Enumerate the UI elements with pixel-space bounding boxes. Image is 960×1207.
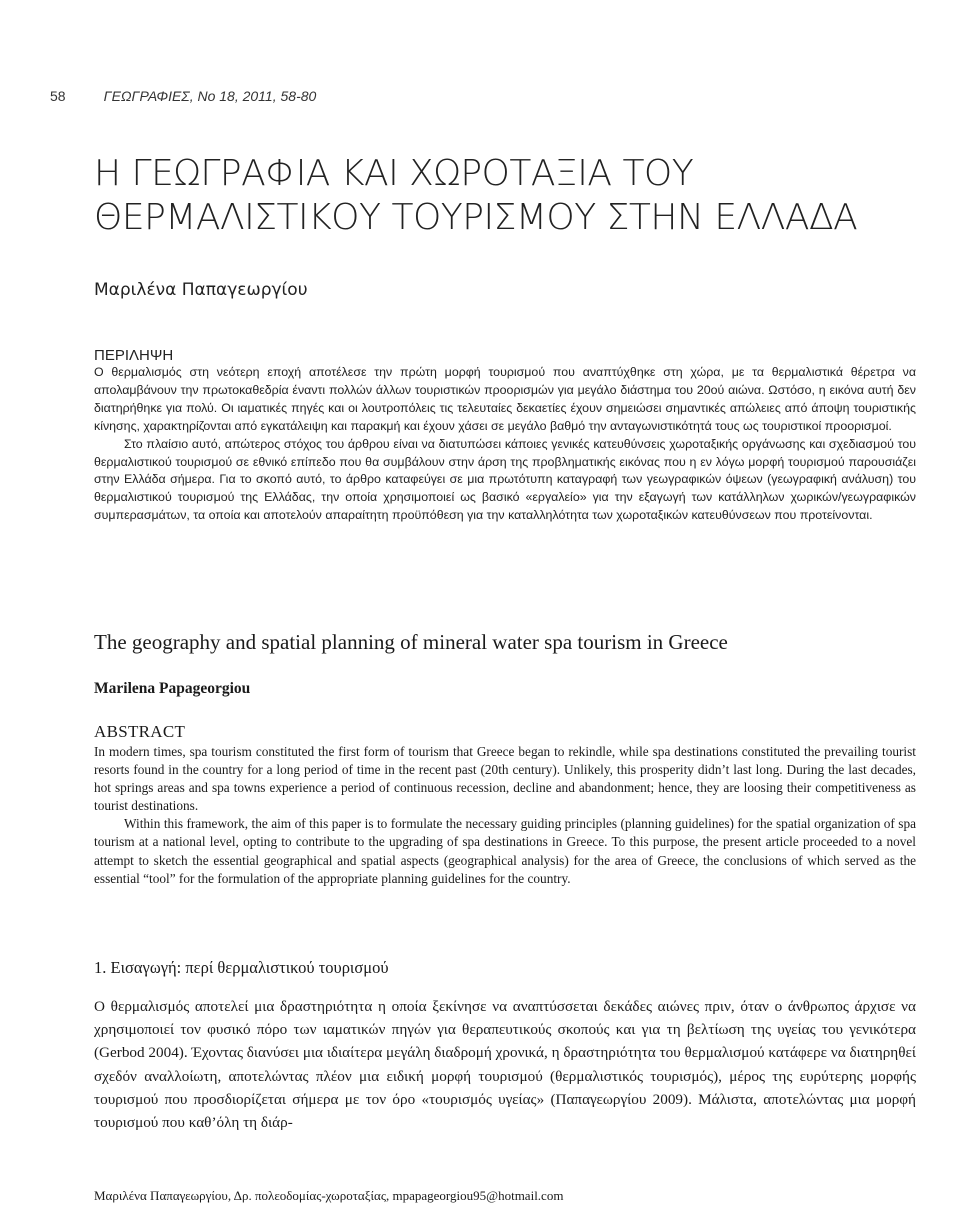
greek-abstract: [94, 347, 916, 525]
english-abstract: [94, 722, 916, 888]
english-abstract-heading: ABSTRACT: [94, 722, 186, 741]
english-author: Marilena Papageorgiou: [94, 680, 251, 697]
intro-paragraph: Ο θερμαλισμός αποτελεί μια δραστηριότητα η οποία ξεκίνησε να αναπτύσσεται δεκάδες αιώνες πριν, όταν ο άνθρωπος άρχισε να χρησιμοποιεί τον φυσικό πόρο των ιαματικών πηγών για θεραπευτικούς σκοπούς και για τη βελτίωση της υγείας του γενικότερα (Gerbod 2004). Έχοντας διανύσει μια ιδιαίτερα μεγάλη διαδρομή χρονικά, η δραστηριότητα του θερμαλισμού κατάφερε να διατηρηθεί σχεδόν αναλλοίωτη, αποτελώντας πλέον μια ειδική μορφή τουρισμού (θερμαλιστικός τουρισμός), μέρος της ευρύτερης μορφής τουρισμού που προσδιορίζεται σήμερα με τον όρο «τουρισμός υγείας» (Παπαγεωργίου 2009). Μάλιστα, αποτελώντας μια μορφή τουρισμού που καθ’όλη τη διάρ-: [94, 998, 916, 1132]
intro-body: [94, 995, 916, 1134]
greek-title-line-1: Η ΓΕΩΓΡΑΦΙΑ ΚΑΙ ΧΩΡΟΤΑΞΙΑ ΤΟΥ: [94, 153, 694, 194]
author-footnote: Μαριλένα Παπαγεωργίου, Δρ. πολεοδομίας-χωροταξίας, mpapageorgiou95@hotmail.com: [94, 1188, 564, 1203]
greek-author: Μαριλένα Παπαγεωργίου: [94, 280, 308, 300]
greek-title: [94, 152, 914, 240]
running-header: [50, 88, 750, 104]
english-abstract-paragraph: Within this framework, the aim of this paper is to formulate the necessary guiding principles (planning guidelines) for the spatial organization of spa tourism at a national level, opting to contribute to the upgrading of spa destinations in Greece. To this purpose, the present article proceeded to a novel attempt to sketch the essential geographical and spatial aspects (geographical analysis) for the area of Greece, the conclusions of which served as the essential “tool” for the formulation of the appropriate planning guidelines for the country.: [94, 816, 916, 886]
page-number: 58: [50, 88, 66, 104]
english-title: The geography and spatial planning of mineral water spa tourism in Greece: [94, 630, 728, 654]
greek-abstract-paragraph: Στο πλαίσιο αυτό, απώτερος στόχος του άρθρου είναι να διατυπώσει κάποιες γενικές κατευθύνσεις χωροταξικής οργάνωσης και σχεδιασμού του θερμαλιστικού τουρισμού σε εθνικό επίπεδο που θα συμβάλουν στην άρση της προβληματικής εικόνας που η εν λόγω μορφή τουρισμού παρουσιάζει στην Ελλάδα σήμερα. Για το σκοπό αυτό, το άρθρο καταφεύγει σε μια πρωτότυπη καταγραφή των γεωγραφικών όψεων (γεωγραφική ανάλυση) του θερμαλιστικού τουρισμού της Ελλάδας, την οποία χρησιμοποιεί ως βασικό «εργαλείο» για την εξαγωγή των κατάλληλων χωρικών/γεωγραφικών συμπερασμάτων, τα οποία και αποτελούν απαραίτητη προϋπόθεση για την καταλληλότητα των χωροταξικών κατευθύνσεων που προτείνονται.: [94, 436, 916, 523]
greek-abstract-heading: ΠΕΡΙΛΗΨΗ: [94, 347, 174, 364]
journal-citation: ΓΕΩΓΡΑΦΙΕΣ, Νο 18, 2011, 58-80: [103, 88, 317, 104]
intro-section-heading: 1. Εισαγωγή: περί θερμαλιστικού τουρισμού: [94, 958, 389, 977]
greek-abstract-paragraph: Ο θερμαλισμός στη νεότερη εποχή αποτέλεσε την πρώτη μορφή τουρισμού που αναπτύχθηκε στη χώρα, με τα θερμαλιστικά θέρετρα να απολαμβάνουν την πρωτοκαθεδρία έναντι πολλών άλλων τουριστικών προορισμών για μεγάλο διάστημα του 20ού αιώνα. Ωστόσο, η εικόνα αυτή δεν διατηρήθηκε για πολύ. Οι ιαματικές πηγές και οι λουτροπόλεις τις τελευταίες δεκαετίες έχουν σημειώσει σημαντικές απώλειες από άποψη τουριστικής κίνησης, χαρακτηρίζονται από εγκατάλειψη και παρακμή και έχουν χάσει σε μεγάλο βαθμό την ανταγωνιστικότητά τους ως τουριστικοί προορισμοί.: [94, 365, 916, 433]
english-abstract-paragraph: In modern times, spa tourism constituted the first form of tourism that Greece began to rekindle, while spa destinations constituted the prevailing tourist resorts found in the country for a long period of time in the recent past (20th century). Unlikely, this prosperity didn’t last long. During the last decades, hot springs areas and spa towns experience a period of continuous recession, decline and abandonment; hence, they are loosing their competitiveness as tourist destinations.: [94, 744, 916, 814]
greek-title-line-2: ΘΕΡΜΑΛΙΣΤΙΚΟΥ ΤΟΥΡΙΣΜΟΥ ΣΤΗΝ ΕΛΛΑΔΑ: [94, 197, 858, 238]
